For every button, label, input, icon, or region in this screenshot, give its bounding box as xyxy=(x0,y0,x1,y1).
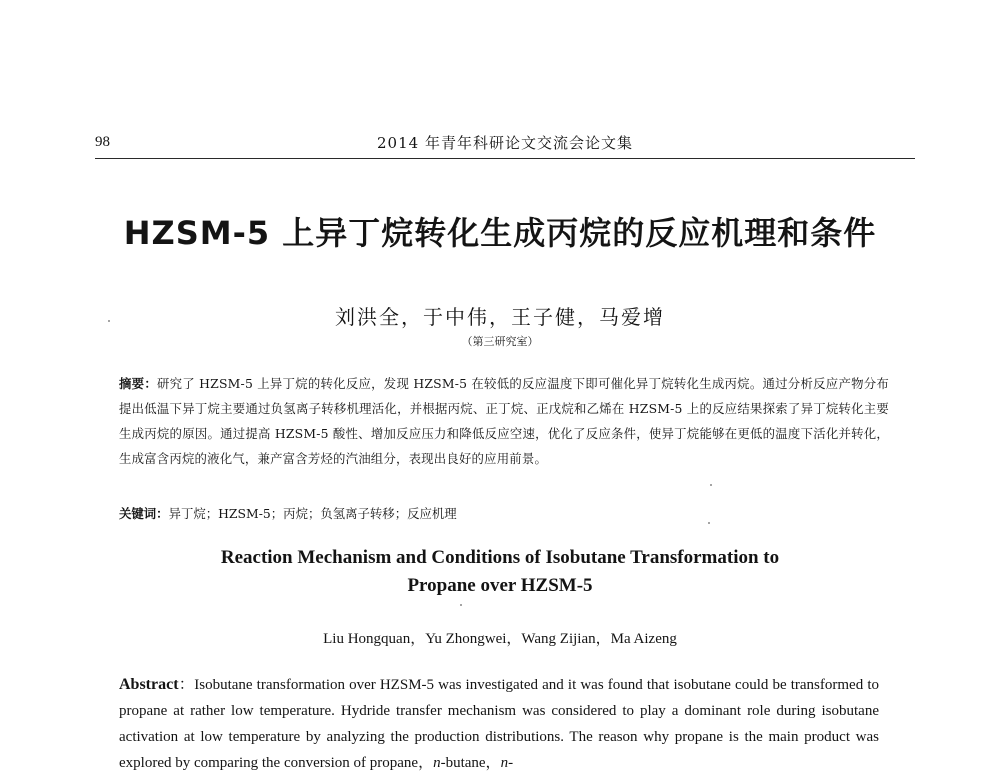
title-en-line-1: Reaction Mechanism and Conditions of Isobutane Transformation to xyxy=(220,547,780,568)
scan-speck xyxy=(710,484,712,486)
paper-title-en xyxy=(0,544,1000,600)
abstract-en-text-3: - xyxy=(508,755,514,771)
abstract-en-colon: ： xyxy=(178,677,195,693)
page-number: 98 xyxy=(95,134,110,150)
authors-zh: 刘洪全，于中伟，王子健，马爱增 xyxy=(335,305,665,329)
scan-speck xyxy=(708,522,710,524)
keywords-zh xyxy=(119,503,889,525)
running-header xyxy=(95,130,915,159)
abstract-zh-text: 研究了 HZSM-5 上异丁烷的转化反应，发现 HZSM-5 在较低的反应温度下即可催化异丁烷转化生成丙烷。通过分析反应产物分布提出低温下异丁烷主要通过负氢离子转移机理活化，并根据丙烷、正丁烷、正戊烷和乙烯在 HZSM-5 上的反应结果探索了异丁烷转化主要生成丙烷的原因。通过提高 HZSM-5 酸性、增加反应压力和降低反应空速，优化了反应条件，使异丁烷能够在更低的温度下活化并转化，生成富含丙烷的液化气，兼产富含芳烃的汽油组分，表现出良好的应用前景。 xyxy=(119,376,890,466)
abstract-en-text-1: Isobutane transformation over HZSM-5 was investigated and it was found that isobutane could be transformed to propane at rather low temperature. Hydride transfer mechanism was considered to play a dominant role during isobutane activation at low temperature by analyzing the production distributions. The reason why propane is the main product was explored by comparing the conversion of propane， xyxy=(119,677,879,771)
abstract-en-italic-n-1: n xyxy=(433,755,441,771)
scan-speck xyxy=(460,604,462,606)
affiliation-zh: （第三研究室） xyxy=(461,335,539,348)
keywords-zh-label: 关键词： xyxy=(119,506,169,521)
authors-en: Liu Hongquan，Yu Zhongwei，Wang Zijian，Ma Aizeng xyxy=(323,631,677,647)
abstract-zh-label: 摘要： xyxy=(119,376,157,391)
abstract-en-text-2: -butane， xyxy=(440,755,501,771)
scan-speck xyxy=(108,320,110,322)
paper-title-zh: HZSM-5 上异丁烷转化生成丙烷的反应机理和条件 xyxy=(123,214,877,252)
keywords-zh-text: 异丁烷；HZSM-5；丙烷；负氢离子转移；反应机理 xyxy=(168,506,457,521)
abstract-en-label: Abstract xyxy=(119,676,179,693)
abstract-zh xyxy=(119,371,889,471)
abstract-en xyxy=(119,672,879,776)
title-en-line-2: Propane over HZSM-5 xyxy=(407,575,593,596)
abstract-en-italic-n-2: n xyxy=(500,755,509,771)
running-title: 2014 年青年科研论文交流会论文集 xyxy=(377,134,633,152)
